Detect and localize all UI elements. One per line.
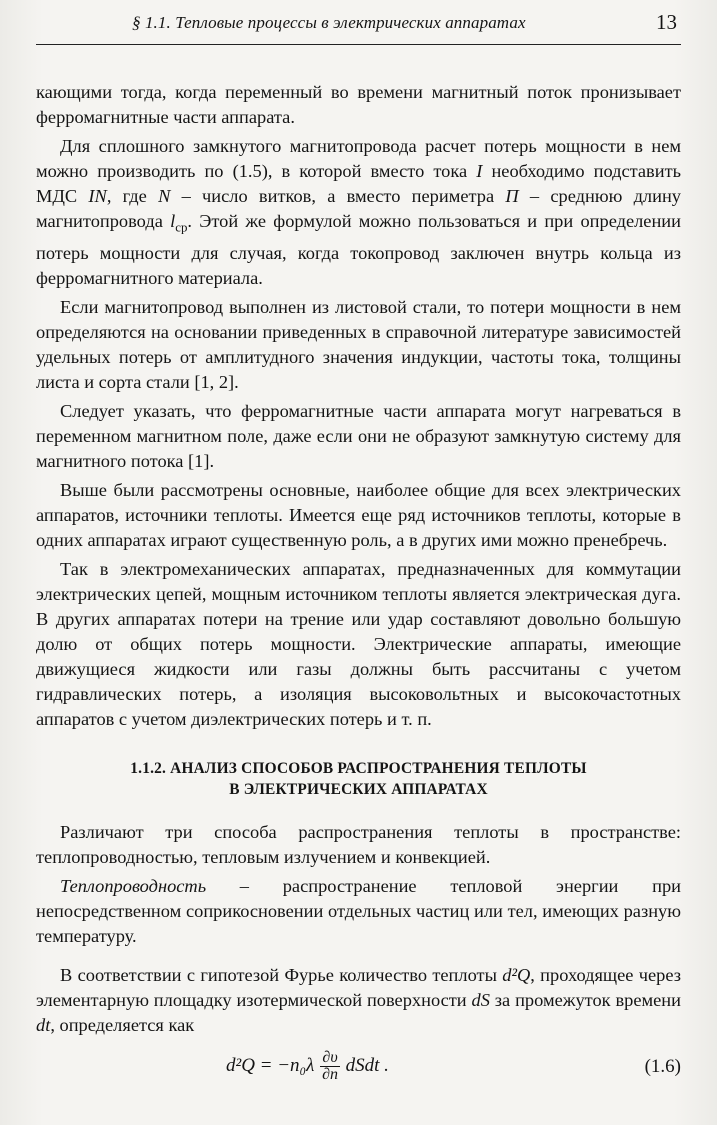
section-heading [36, 758, 681, 800]
text-run: за промежуток времени [489, 989, 681, 1010]
equation-number: (1.6) [644, 1055, 681, 1077]
term-heat-conduction: Теплопроводность [60, 875, 207, 896]
equation-rhs: dSdt . [345, 1054, 389, 1076]
text-run: необходимо подставить МДС [36, 161, 681, 206]
body-text [36, 80, 681, 1088]
text-run: В соответствии с гипотезой Фурье количество теплоты [60, 964, 503, 985]
paragraph-9 [36, 963, 681, 1038]
running-header-title: § 1.1. Тепловые процессы в электрических аппаратах [132, 13, 526, 32]
paragraph-1: кающими тогда, когда переменный во времени магнитный поток пронизывает ферромагнитные части аппарата. [36, 82, 681, 127]
paragraph-7: Различают три способа распространения теплоты в пространстве: теплопроводностью, тепловым излучением и конвекцией. [36, 821, 681, 867]
symbol-d2Q: d²Q [502, 964, 531, 985]
partial-fraction [320, 1050, 339, 1083]
fraction-numerator: ∂υ [322, 1048, 338, 1066]
symbol-dt: dt [36, 1014, 51, 1035]
paragraph-4: Следует указать, что ферромагнитные части аппарата могут нагреваться в переменном магнитном поле, даже если они не образуют замкнутую систему для магнитного потока [1]. [36, 400, 681, 471]
text-run: , где [106, 186, 159, 206]
paragraph-6: Так в электромеханических аппаратах, предназначенных для коммутации электрических цепей, мощным источником теплоты является электрическая дуга. В других аппаратах потери на трение или удар составляют довольно большую долю от общих потерь мощности. Электрические аппараты, имеющие движущиеся жидкости или газы должны быть рассчитаны с учетом гидравлических потерь, а изоляция высоковольтных и высокочастотных аппаратов с учетом диэлектрических потерь и т. п. [36, 558, 681, 729]
text-run: – распространение тепловой энергии при непосредственном соприкосновении отдельных частиц или тел, имеющих разную температуру. [36, 875, 681, 946]
symbol-IN: IN [88, 186, 107, 206]
paragraph-8 [36, 874, 681, 949]
text-run: . Этой же формулой можно пользоваться и при определении потерь мощности для случая, когда токопровод заключен внутрь кольца из ферромагнитного материала. [36, 211, 681, 288]
text-run: , проходящее через элементарную площадку изотермической поверхности [36, 964, 681, 1010]
text-run: , определяется как [50, 1014, 195, 1035]
symbol-dS: dS [471, 989, 490, 1010]
paragraph-5: Выше были рассмотрены основные, наиболее общие для всех электрических аппаратов, источники теплоты. Имеется еще ряд источников теплоты, которые в одних аппаратах играют существенную роль, а в других ими можно пренебречь. [36, 479, 681, 550]
equation-body [226, 1050, 389, 1083]
running-header [36, 0, 681, 45]
equation-1-6 [36, 1044, 681, 1088]
text-run: – среднюю длину магнитопровода [36, 186, 681, 231]
paragraph-3: Если магнитопровод выполнен из листовой стали, то потери мощности в нем определяются на основании приведенных в справочной литературе зависимостей удельных потерь от амплитудного значения индукции, частоты тока, толщины листа и сорта стали [1, 2]. [36, 296, 681, 392]
symbol-l: l [170, 211, 176, 231]
symbol-I: I [476, 161, 483, 181]
text-run: – число витков, а вместо периметра [170, 186, 506, 206]
symbol-l-subscript: ср [175, 220, 188, 235]
fraction-denominator: ∂n [322, 1065, 338, 1083]
page-number: 13 [656, 10, 677, 34]
paragraph-2 [36, 134, 681, 291]
symbol-P: П [505, 186, 519, 206]
equation-lhs: d²Q = −n₀λ [226, 1054, 315, 1076]
section-heading-line-2: В ЭЛЕКТРИЧЕСКИХ АППАРАТАХ [229, 780, 488, 798]
section-heading-line-1: 1.1.2. АНАЛИЗ СПОСОБОВ РАСПРОСТРАНЕНИЯ ТЕПЛОТЫ [130, 759, 587, 777]
text-run: Для сплошного замкнутого магнитопровода расчет потерь мощности в нем можно производить по (1.5), в которой вместо тока [36, 136, 681, 181]
symbol-N: N [158, 186, 171, 206]
